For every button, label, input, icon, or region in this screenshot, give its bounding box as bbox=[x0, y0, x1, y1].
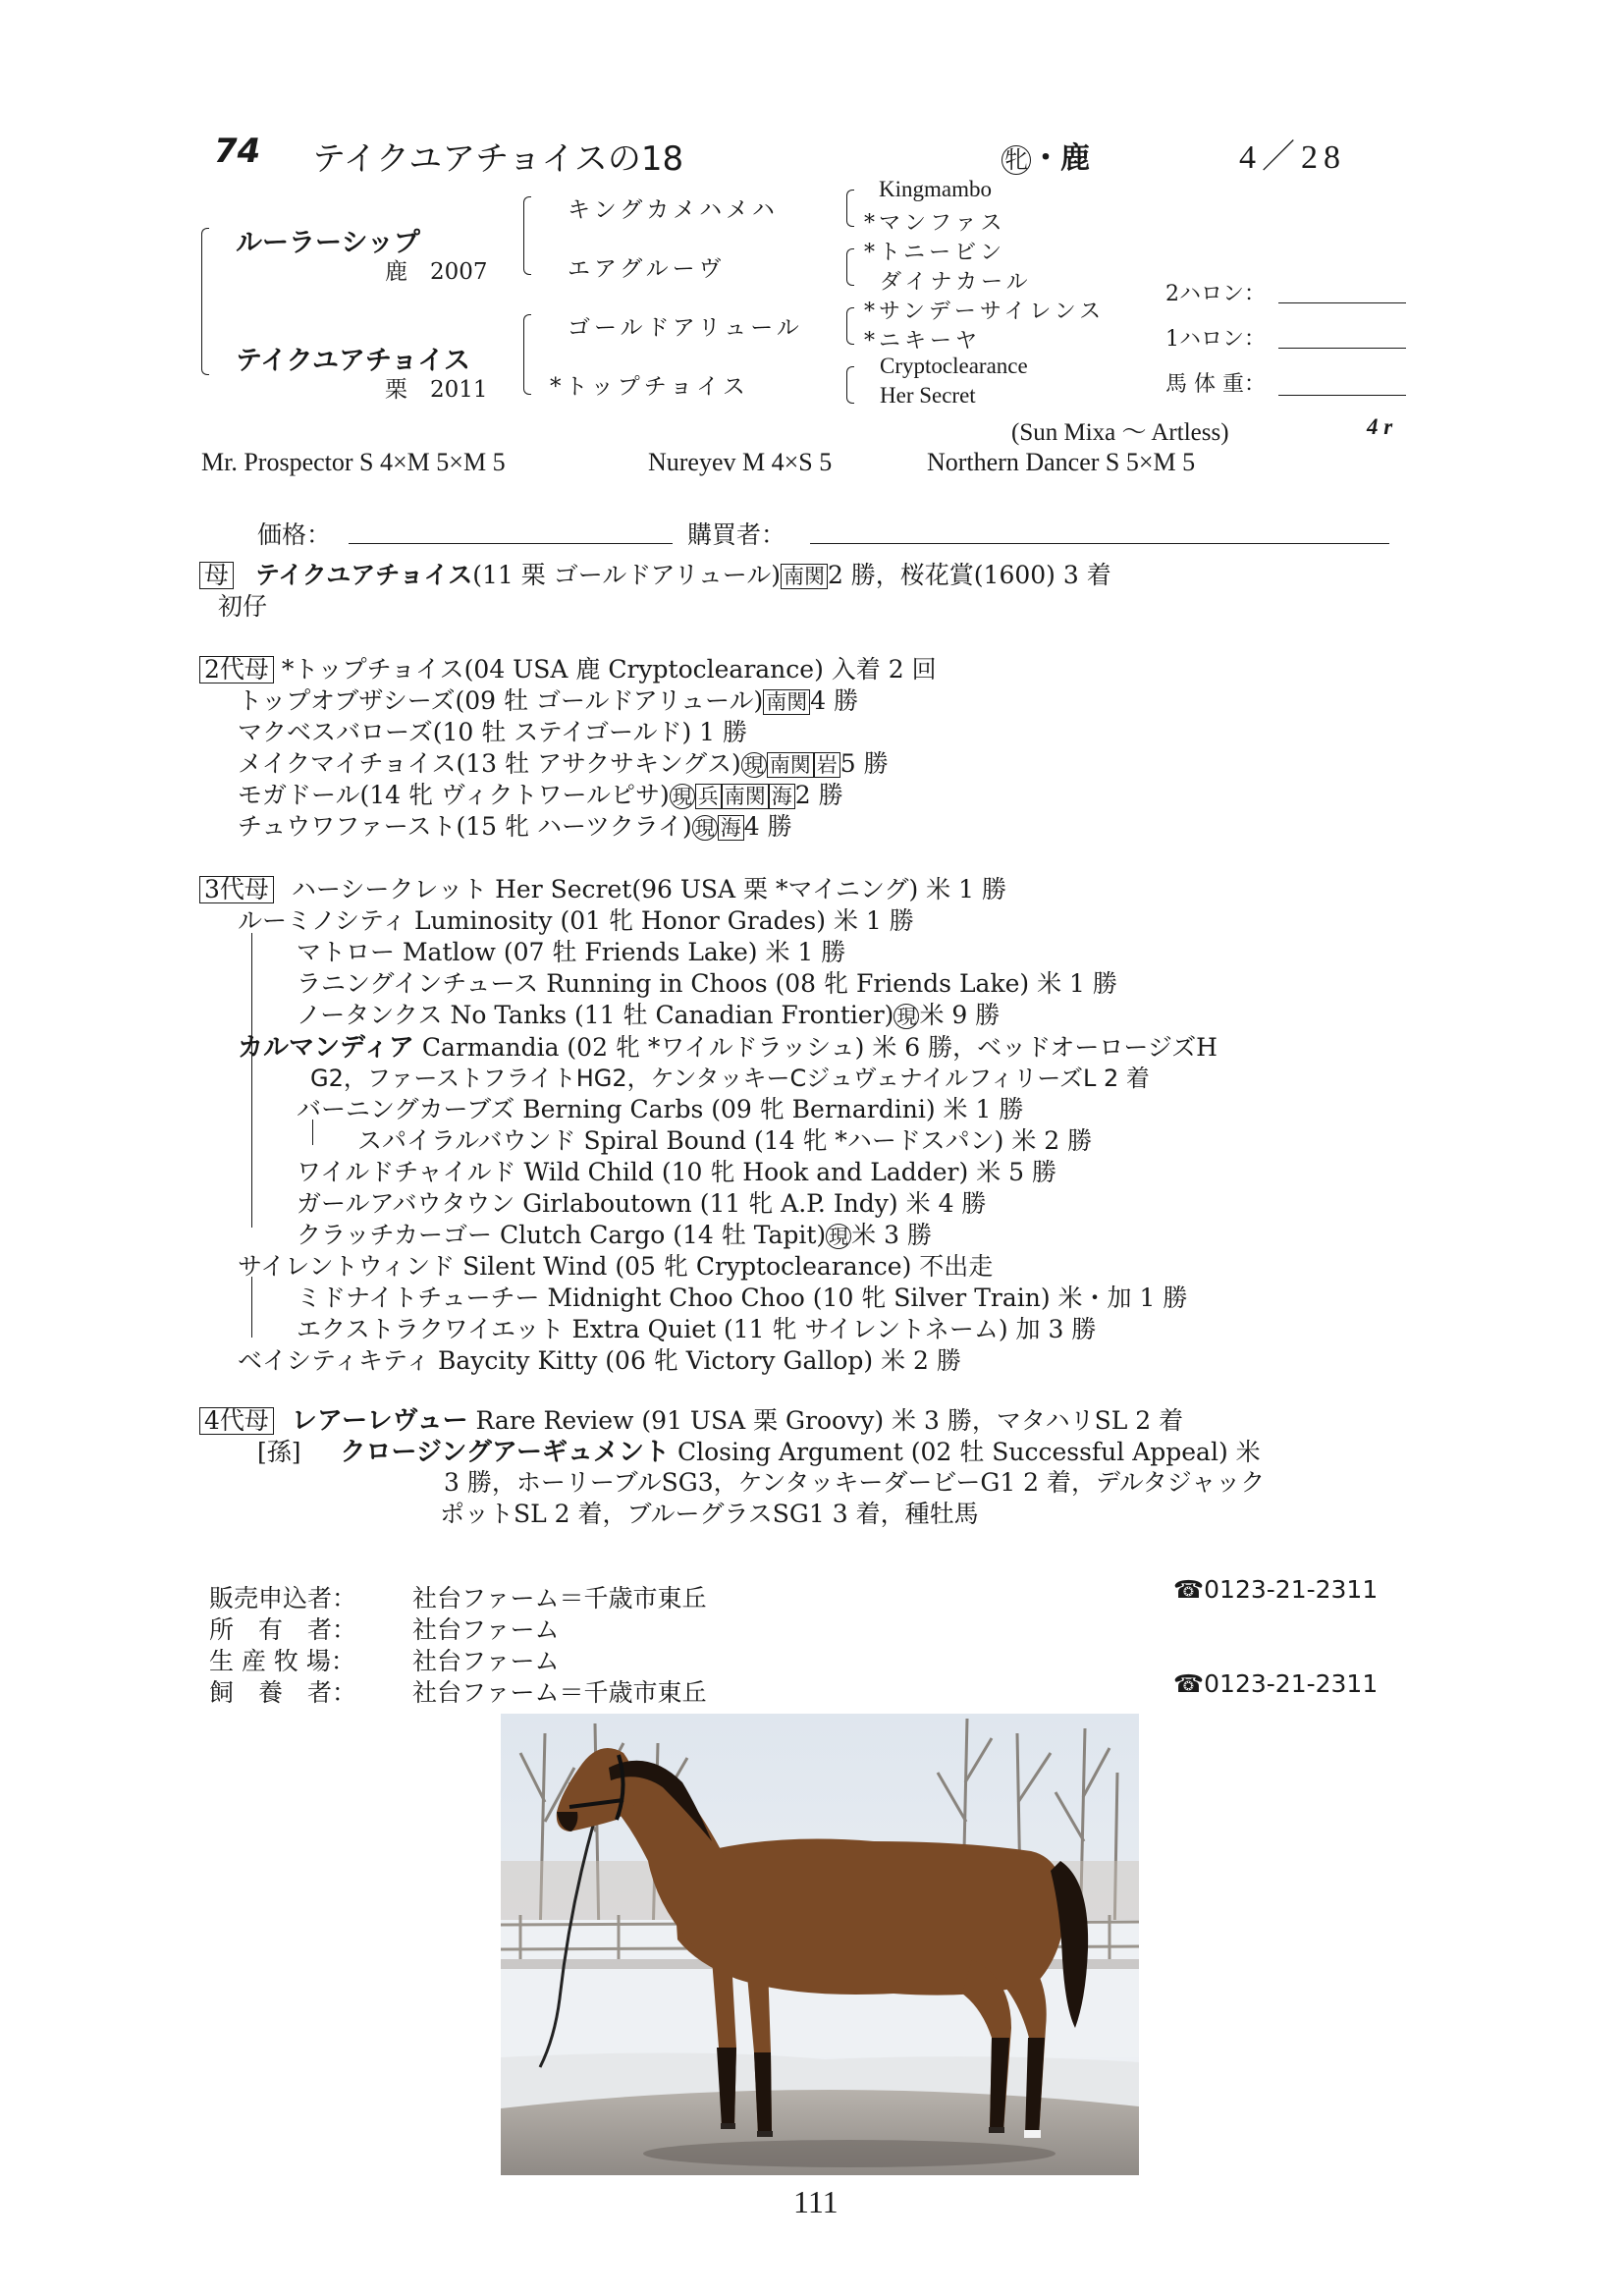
second-dam-tag: 2代母 bbox=[199, 656, 274, 683]
two-furlong-label: 2ハロン： bbox=[1165, 282, 1266, 306]
fourth-dam-name: レアーレヴュー bbox=[291, 1406, 468, 1436]
family-number: 4 r bbox=[1367, 414, 1393, 439]
tree-line-2 bbox=[251, 1277, 252, 1338]
brace-g3-3 bbox=[846, 307, 854, 345]
g3-7: Cryptoclearance bbox=[880, 354, 1028, 378]
brace-g3-2 bbox=[846, 248, 854, 286]
third-dam-line-13: ミドナイトチューチー Midnight Choo Choo (10 牝 Silver Train) 米・加 1 勝 bbox=[297, 1284, 1188, 1312]
brace-g3-4 bbox=[846, 366, 854, 404]
sex-symbol: 牝 bbox=[1001, 145, 1031, 175]
one-furlong-field[interactable] bbox=[1278, 348, 1406, 349]
dam-detail: (11 栗 ゴールドアリュール) bbox=[472, 561, 781, 589]
dam-badge: 南関 bbox=[781, 564, 828, 589]
dam-first-foal: 初仔 bbox=[218, 592, 268, 621]
pedigree-brace-sire bbox=[523, 196, 531, 275]
third-dam-line-3: ラニングインチュース Running in Choos (08 牝 Friends Lake) 米 1 勝 bbox=[297, 969, 1117, 998]
grandchild-name: クロージングアーギュメント bbox=[340, 1438, 671, 1467]
g3-2: *マンファス bbox=[864, 211, 1006, 236]
third-dam-tag: 3代母 bbox=[199, 876, 274, 903]
third-dam-name: ハーシークレット Her Secret bbox=[291, 875, 632, 903]
third-dam-line-14: エクストラクワイエット Extra Quiet (11 牝 サイレントネーム) 加 3 勝 bbox=[297, 1315, 1097, 1343]
contact-label-seller: 販売申込者： bbox=[209, 1584, 357, 1613]
third-dam-line-12: サイレントウィンド Silent Wind (05 牝 Cryptoclearance) 不出走 bbox=[238, 1252, 994, 1281]
pedigree-brace-dam bbox=[523, 314, 531, 395]
third-dam-line-10: ガールアバウタウン Girlaboutown (11 牝 A.P. Indy) 米 4 勝 bbox=[297, 1189, 987, 1218]
sex-color bbox=[1001, 134, 1090, 177]
second-dam-name: *トップチョイス bbox=[281, 655, 464, 683]
dam-result: 2 勝，桜花賞(1600) 3 着 bbox=[827, 561, 1111, 589]
two-furlong-field[interactable] bbox=[1278, 302, 1406, 303]
horse-photo-illustration bbox=[501, 1714, 1139, 2175]
inbreeding-2: Nureyev M 4×S 5 bbox=[648, 448, 833, 476]
weight-label: 馬 体 重： bbox=[1165, 372, 1266, 397]
third-dam-line-7: バーニングカーブズ Berning Carbs (09 牝 Bernardini) 米 1 勝 bbox=[297, 1095, 1024, 1123]
fourth-dam-detail: Rare Review (91 USA 栗 Groovy) 米 3 勝，マタハリSL 2 着 bbox=[475, 1406, 1184, 1435]
third-dam-line-8: スパイラルバウンド Spiral Bound (14 牝 *ハードスパン) 米 2 勝 bbox=[357, 1126, 1093, 1155]
dam-line bbox=[199, 556, 1111, 591]
contact-value-owner: 社台ファーム bbox=[412, 1615, 560, 1644]
contact-label-owner: 所 有 者： bbox=[209, 1615, 357, 1644]
inbreeding-3: Northern Dancer S 5×M 5 bbox=[927, 448, 1196, 476]
g3-1: Kingmambo bbox=[879, 177, 992, 201]
horse-name: テイクユアチョイスの18 bbox=[312, 139, 684, 179]
contact-phone-keeper: ☎0123-21-2311 bbox=[1173, 1669, 1379, 1698]
third-dam-line bbox=[199, 870, 1006, 905]
sire-dam: エアグルーヴ bbox=[568, 256, 726, 282]
dam-tag: 母 bbox=[199, 562, 234, 589]
buyer-field[interactable] bbox=[810, 543, 1389, 544]
grandchild-line-1: [孫] クロージングアーギュメント Closing Argument (02 牡 Successful Appeal) 米 bbox=[257, 1438, 1261, 1467]
third-dam-detail: (96 USA 栗 *マイニング) 米 1 勝 bbox=[631, 875, 1006, 903]
third-dam-line-5: カルマンディア Carmandia (02 牝 *ワイルドラッシュ) 米 6 勝，ベッドオーロージズH bbox=[238, 1033, 1218, 1063]
second-dam-line bbox=[199, 650, 937, 685]
dam-sire: ゴールドアリュール bbox=[568, 315, 803, 341]
g3-5: *サンデーサイレンス bbox=[864, 300, 1106, 324]
sire-sire: キングカメハメハ bbox=[568, 197, 779, 223]
coat-color: ・鹿 bbox=[1031, 141, 1090, 176]
horse-photo bbox=[501, 1714, 1139, 2175]
contact-value-breeder: 社台ファーム bbox=[412, 1647, 560, 1675]
second-dam-offspring-4: モガドール(14 牝 ヴィクトワールピサ) 現 兵 南関 海 2 勝 bbox=[238, 781, 843, 809]
sire-name: ルーラーシップ bbox=[236, 228, 420, 258]
third-dam-line-6: G2，ファーストフライトHG2，ケンタッキーCジュヴェナイルフィリーズL 2 着 bbox=[310, 1065, 1150, 1092]
second-dam-offspring-3: メイクマイチョイス(13 牡 アサクサキングス) 現 南関 岩 5 勝 bbox=[238, 749, 889, 778]
tree-line-1 bbox=[251, 933, 252, 1228]
g3-8: Her Secret bbox=[880, 383, 976, 408]
dam-section-name: テイクユアチョイス bbox=[254, 561, 473, 589]
second-dam-offspring-2: マクベスバローズ(10 牡 ステイゴールド) 1 勝 bbox=[238, 718, 748, 746]
birth-date: 4／28 bbox=[1239, 139, 1346, 176]
third-dam-line-9: ワイルドチャイルド Wild Child (10 牝 Hook and Ladder) 米 5 勝 bbox=[297, 1158, 1056, 1186]
lot-number: 74 bbox=[214, 132, 261, 171]
g3-4: ダイナカール bbox=[880, 270, 1032, 295]
contact-label-keeper: 飼 養 者： bbox=[209, 1678, 357, 1707]
third-dam-line-4: ノータンクス No Tanks (11 牡 Canadian Frontier) 現 米 9 勝 bbox=[297, 1001, 1001, 1029]
third-dam-line-11: クラッチカーゴー Clutch Cargo (14 牡 Tapit) 現 米 3 勝 bbox=[297, 1221, 932, 1249]
weight-field[interactable] bbox=[1278, 395, 1406, 396]
third-dam-line-1: ルーミノシティ Luminosity (01 牝 Honor Grades) 米 1 勝 bbox=[238, 906, 914, 935]
contact-phone-seller: ☎0123-21-2311 bbox=[1173, 1575, 1379, 1604]
dam-dam: *トップチョイス bbox=[550, 374, 749, 400]
inbreeding-1: Mr. Prospector S 4×M 5×M 5 bbox=[201, 448, 506, 476]
second-dam-offspring-5: チュウワファースト(15 牝 ハーツクライ) 現 海 4 勝 bbox=[238, 812, 792, 841]
contact-label-breeder: 生 産 牧 場： bbox=[209, 1647, 355, 1675]
brace-g3-1 bbox=[846, 190, 854, 227]
pedigree-brace-main bbox=[201, 228, 209, 375]
third-dam-line-15: ベイシティキティ Baycity Kitty (06 牝 Victory Gallop) 米 2 勝 bbox=[238, 1346, 961, 1375]
buyer-label: 購買者： bbox=[687, 520, 786, 549]
dam-meta: 栗 2011 bbox=[385, 377, 488, 403]
g3-3: *トニービン bbox=[864, 241, 1006, 265]
page-number: 111 bbox=[793, 2184, 839, 2219]
grandchild-tag: [孫] bbox=[257, 1438, 301, 1466]
contact-value-seller: 社台ファーム＝千歳市東丘 bbox=[412, 1584, 707, 1613]
second-dam-offspring-1: トップオブザシーズ(09 牡 ゴールドアリュール) 南関 4 勝 bbox=[238, 686, 859, 715]
price-label: 価格： bbox=[257, 520, 332, 549]
grandchild-line-2: 3 勝，ホーリーブルSG3，ケンタッキーダービーG1 2 着，デルタジャック bbox=[444, 1468, 1266, 1497]
contact-value-keeper: 社台ファーム＝千歳市東丘 bbox=[412, 1678, 707, 1707]
third-dam-line-2: マトロー Matlow (07 牡 Friends Lake) 米 1 勝 bbox=[297, 938, 846, 966]
price-field[interactable] bbox=[349, 543, 673, 544]
fourth-dam-tag: 4代母 bbox=[199, 1407, 274, 1435]
one-furlong-label: 1ハロン： bbox=[1165, 327, 1266, 352]
grandchild-line-3: ポットSL 2 着，ブルーグラスSG1 3 着，種牡馬 bbox=[440, 1500, 979, 1528]
sire-meta: 鹿 2007 bbox=[385, 259, 488, 285]
g3-6: *ニキーヤ bbox=[864, 329, 982, 354]
dam-name: テイクユアチョイス bbox=[236, 346, 470, 376]
second-dam-detail: (04 USA 鹿 Cryptoclearance) 入着 2 回 bbox=[463, 655, 937, 683]
family-note: (Sun Mixa ～ Artless) bbox=[1011, 419, 1229, 446]
